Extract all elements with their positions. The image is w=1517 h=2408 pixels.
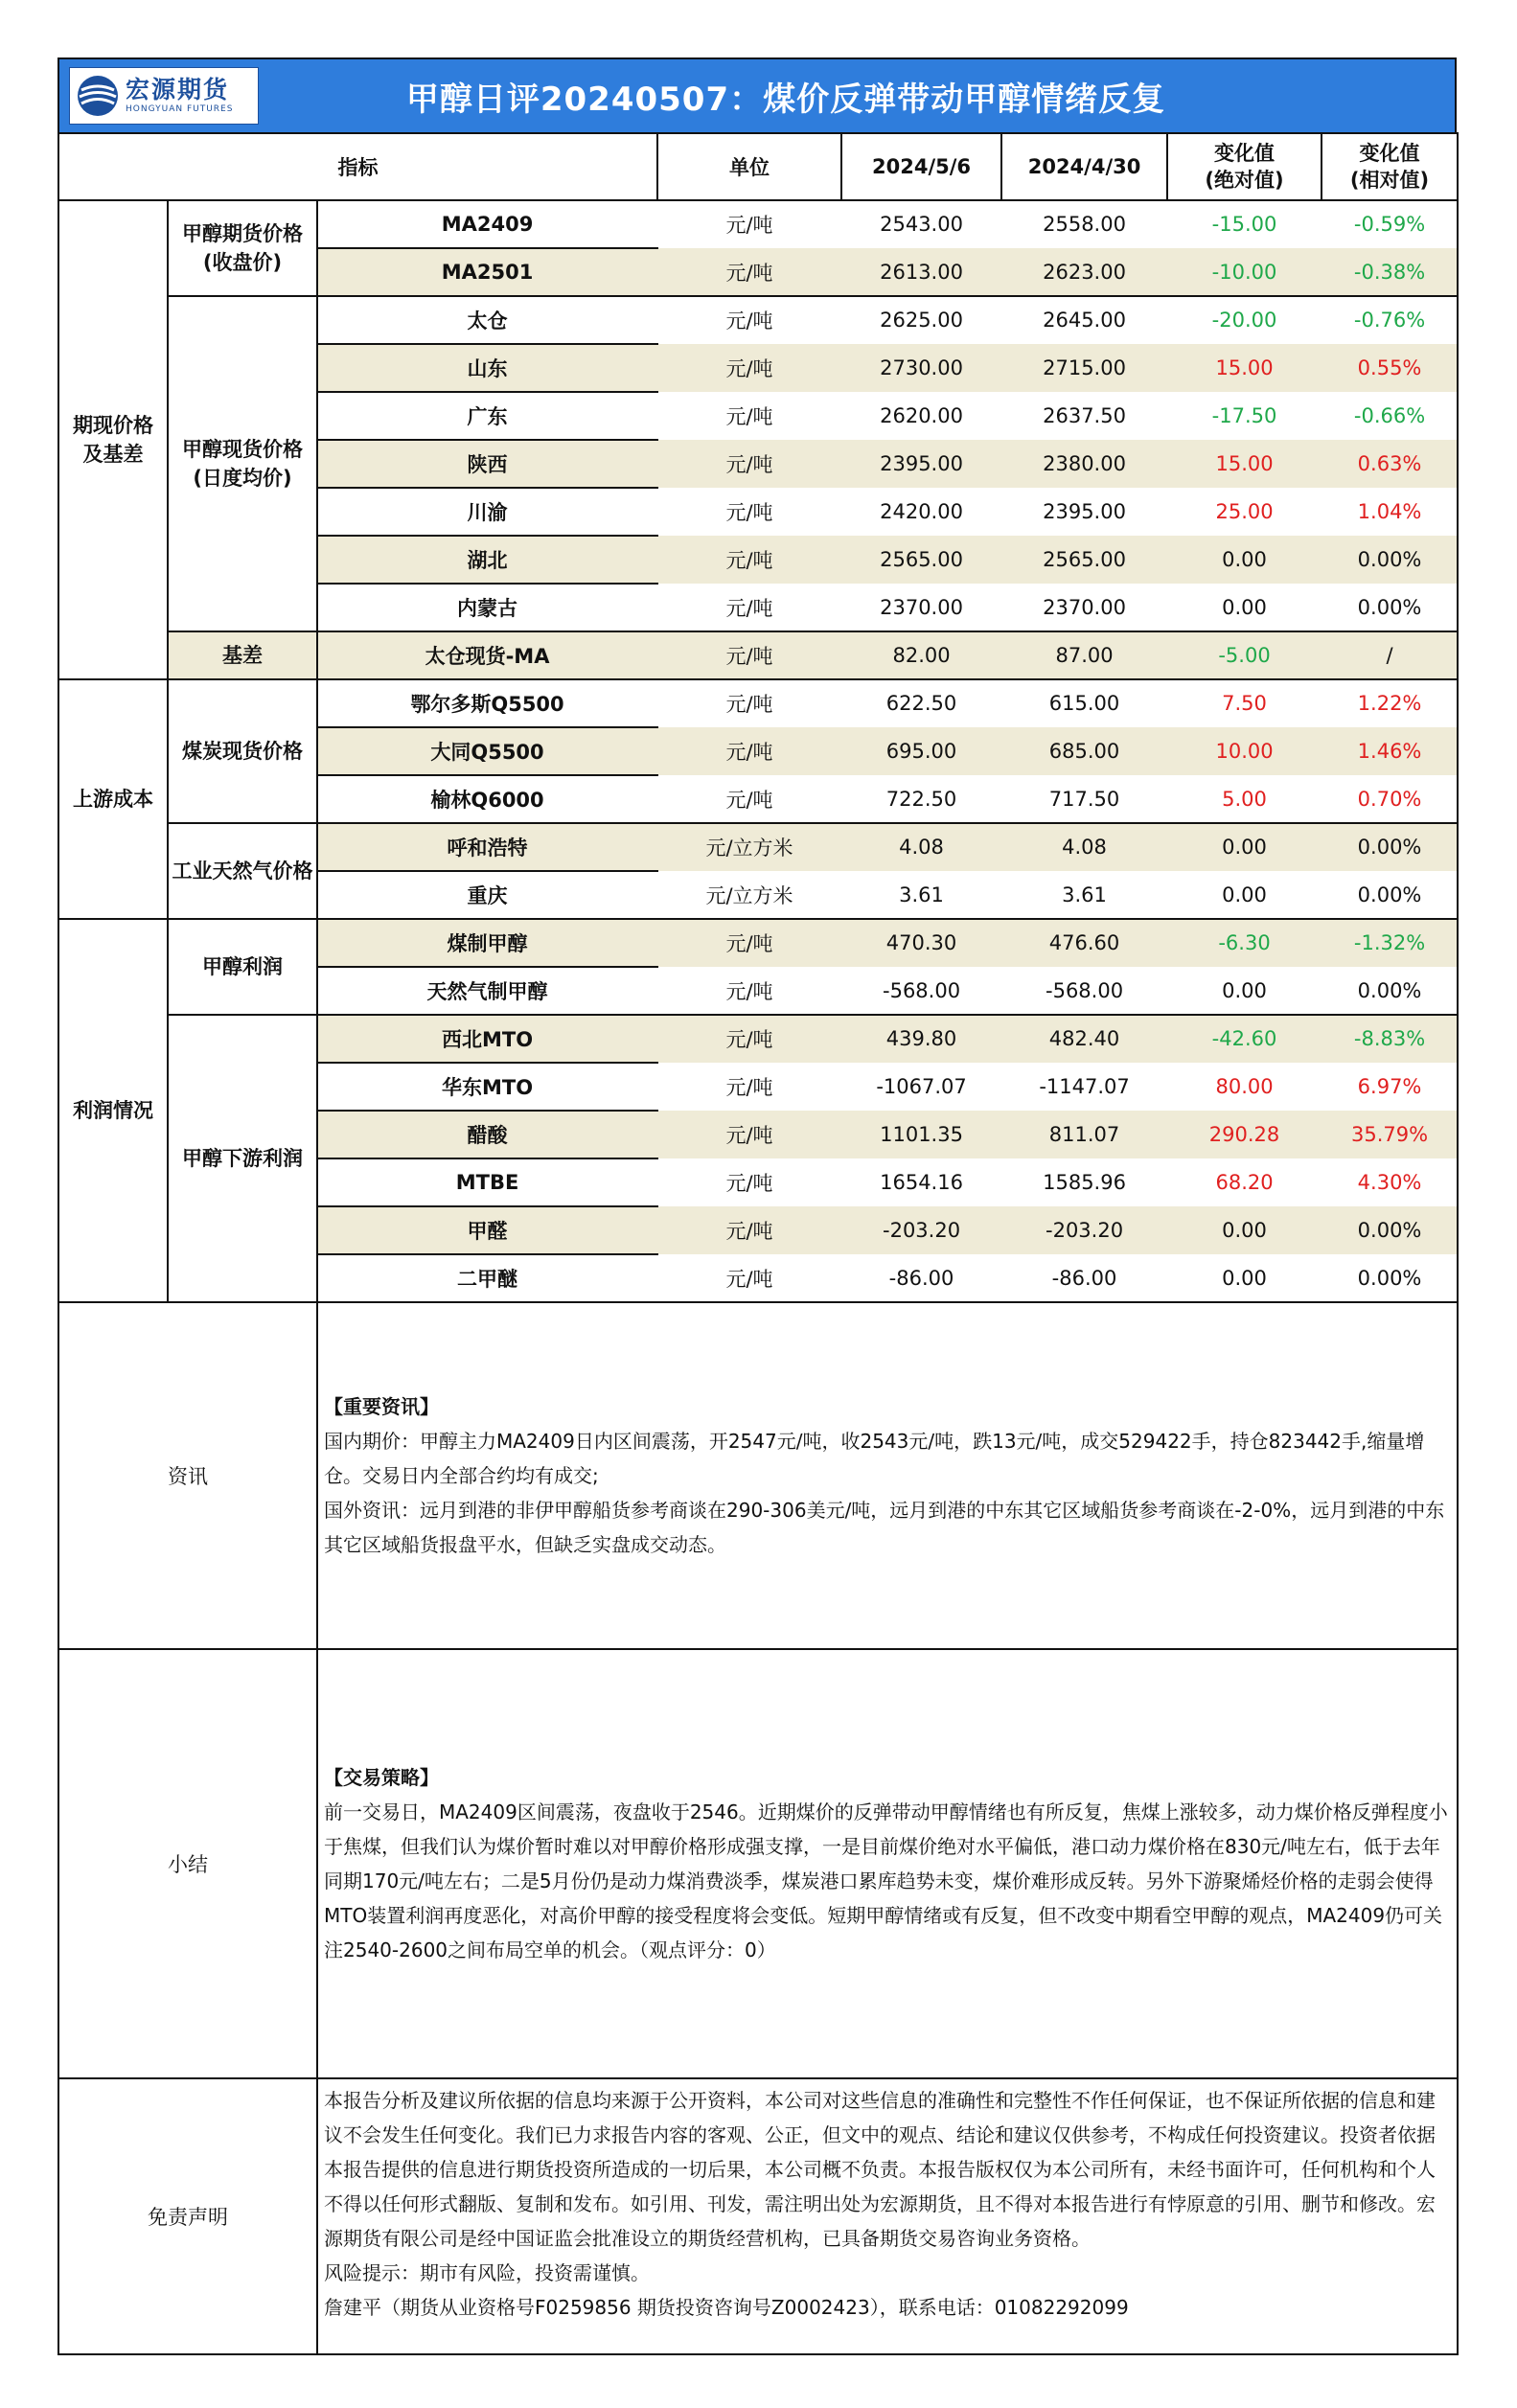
company-logo [69, 67, 259, 125]
value-rel-change: 0.00% [1322, 823, 1458, 871]
unit-cell: 元/吨 [725, 405, 773, 428]
table-row [58, 823, 1458, 871]
logo-cn: 宏源期货 [126, 76, 230, 103]
unit-cell: 元/立方米 [657, 823, 841, 871]
value-abs-change: 10.00 [1167, 727, 1322, 775]
indicator-cell: 内蒙古 [317, 584, 657, 631]
group-label: 上游成本 [58, 679, 168, 919]
indicator-cell: 太仓 [317, 296, 657, 344]
unit-cell: 元/吨 [657, 727, 841, 775]
value-date1: 695.00 [841, 727, 1001, 775]
unit-cell: 元/吨 [725, 1076, 773, 1099]
indicator-cell: 鄂尔多斯Q5500 [317, 679, 657, 727]
indicator-cell: 呼和浩特 [317, 823, 657, 871]
unit-cell: 元/吨 [657, 248, 841, 296]
value-date2: -568.00 [1001, 967, 1167, 1015]
value-rel-change: 0.00% [1322, 536, 1458, 584]
value-rel-change: 6.97% [1322, 1063, 1458, 1111]
value-date2: 1585.96 [1043, 1171, 1126, 1194]
value-abs-change: -5.00 [1167, 631, 1322, 679]
value-abs-change: 5.00 [1167, 775, 1322, 823]
value-date1: 622.50 [841, 679, 1001, 727]
indicator-cell: MA2501 [317, 248, 657, 296]
value-date2: 2565.00 [1001, 536, 1167, 584]
report-title: 甲醇日评20240507：煤价反弹带动甲醇情绪反复 [405, 80, 1166, 119]
subgroup-label: 甲醇现货价格 (日度均价) [168, 296, 317, 631]
unit-cell: 元/吨 [657, 1015, 841, 1063]
unit-cell: 元/吨 [657, 1254, 841, 1302]
summary-text: 前一交易日，MA2409区间震荡，夜盘收于2546。近期煤价的反弹带动甲醇情绪也有所反复，焦煤上涨较多，动力煤价格反弹程度小于焦煤，但我们认为煤价暂时难以对甲醇价格形成强支撑，一是目前煤价绝对水平偏低，港口动力煤价格在830元/吨左右，低于去年同期170元/吨左右；二是5月份仍是动力煤消费淡季，煤炭港口累库趋势未变，煤价难形成反转。另外下游聚烯烃价格的走弱会使得MTO装置利润再度恶化，对高价甲醇的接受程度将会变低。短期甲醇情绪或有反复，但不改变中期看空甲醇的观点，MA2409仍可关注2540-2600之间布局空单的机会。（观点评分：0） [324, 1800, 1448, 1961]
unit-cell: 元/吨 [657, 631, 841, 679]
value-rel-change: 0.00% [1322, 871, 1458, 919]
unit-cell: 元/吨 [657, 440, 841, 488]
indicator-cell: 二甲醚 [317, 1254, 657, 1302]
value-abs-change: 0.00 [1167, 536, 1322, 584]
value-date1: 1101.35 [841, 1111, 1001, 1158]
unit-cell: 元/吨 [657, 200, 841, 248]
value-abs-change: 0.00 [1167, 871, 1322, 919]
value-abs-change: -42.60 [1167, 1015, 1322, 1063]
value-abs-change: 0.00 [1167, 584, 1322, 631]
indicator-cell: 甲醛 [317, 1206, 657, 1254]
col-date2: 2024/4/30 [1001, 133, 1167, 200]
summary-heading: 【交易策略】 [324, 1766, 439, 1789]
subgroup-label: 甲醇期货价格 (收盘价) [168, 200, 317, 296]
table-row [58, 919, 1458, 967]
text-sections [57, 1303, 1459, 2355]
col-abs-change: 变化值 (绝对值) [1167, 133, 1322, 200]
news-line-2: 国外资讯：远月到港的非伊甲醇船货参考商谈在290-306美元/吨，远月到港的中东其它区域船货参考商谈在-2-0%，远月到港的中东其它区域船货报盘平水，但缺乏实盘成交动态。 [324, 1499, 1445, 1556]
unit-cell: 元/吨 [725, 1172, 773, 1195]
value-date1: 2613.00 [841, 248, 1001, 296]
risk-warning: 风险提示：期市有风险，投资需谨慎。 [324, 2261, 650, 2284]
value-date2: -1147.07 [1039, 1075, 1130, 1098]
value-abs-change: 7.50 [1167, 679, 1322, 727]
value-date2: 2623.00 [1001, 248, 1167, 296]
value-abs-change: 15.00 [1167, 440, 1322, 488]
table-header-row [58, 133, 1458, 200]
value-abs-change: 80.00 [1215, 1075, 1274, 1098]
col-date1: 2024/5/6 [841, 133, 1001, 200]
value-abs-change: 0.00 [1167, 967, 1322, 1015]
value-date2: 717.50 [1001, 775, 1167, 823]
table-row [58, 631, 1458, 679]
indicator-cell: 太仓现货-MA [317, 631, 657, 679]
table-row [58, 296, 1458, 344]
col-unit: 单位 [657, 133, 841, 200]
value-abs-change: -6.30 [1167, 919, 1322, 967]
value-rel-change: 0.00% [1322, 584, 1458, 631]
value-abs-change: 15.00 [1167, 344, 1322, 392]
value-date1: -1067.07 [876, 1075, 967, 1098]
value-date2: 2558.00 [1001, 200, 1167, 248]
subgroup-label: 煤炭现货价格 [168, 679, 317, 823]
unit-cell: 元/吨 [657, 536, 841, 584]
report-page [57, 57, 1457, 2355]
value-rel-change: 1.04% [1322, 488, 1458, 536]
value-abs-change: -20.00 [1167, 296, 1322, 344]
value-date1: -86.00 [841, 1254, 1001, 1302]
indicator-cell: 天然气制甲醇 [317, 967, 657, 1015]
value-rel-change: -1.32% [1322, 919, 1458, 967]
value-rel-change: -0.76% [1322, 296, 1458, 344]
value-date2: 2380.00 [1001, 440, 1167, 488]
value-rel-change: 35.79% [1322, 1111, 1458, 1158]
value-date1: 1654.16 [880, 1171, 963, 1194]
indicator-cell: 榆林Q6000 [317, 775, 657, 823]
indicator-cell: 广东 [317, 392, 657, 440]
unit-cell: 元/吨 [657, 1111, 841, 1158]
value-abs-change: 290.28 [1167, 1111, 1322, 1158]
value-rel-change: 0.00% [1322, 1254, 1458, 1302]
news-line-1: 国内期价：甲醇主力MA2409日内区间震荡，开2547元/吨，收2543元/吨，跌13元/吨，成交529422手，持仓823442手,缩量增仓。交易日内全部合约均有成交; [324, 1430, 1425, 1487]
indicator-cell: 山东 [317, 344, 657, 392]
unit-cell: 元/吨 [657, 344, 841, 392]
indicator-cell: MA2409 [317, 200, 657, 248]
value-rel-change: -0.66% [1322, 392, 1458, 440]
value-date1: 3.61 [841, 871, 1001, 919]
value-date1: 2620.00 [880, 404, 963, 427]
value-rel-change: 0.00% [1322, 967, 1458, 1015]
disclaimer-text: 本报告分析及建议所依据的信息均来源于公开资料，本公司对这些信息的准确性和完整性不作任何保证，也不保证所依据的信息和建议不会发生任何变化。我们已力求报告内容的客观、公正，但文中的观点、结论和建议仅供参考，不构成任何投资建议。投资者依据本报告提供的信息进行期货投资所造成的一切后果，本公司概不负责。本报告版权仅为本公司所有，未经书面许可，任何机构和个人不得以任何形式翻版、复制和发布。如引用、刊发，需注明出处为宏源期货，且不得对本报告进行有悖原意的引用、删节和修改。宏源期货有限公司是经中国证监会批准设立的期货经营机构，已具备期货交易咨询业务资格。 [324, 2089, 1436, 2250]
value-rel-change: 0.63% [1322, 440, 1458, 488]
value-abs-change: 0.00 [1167, 1254, 1322, 1302]
value-abs-change: -15.00 [1167, 200, 1322, 248]
value-abs-change: 0.00 [1167, 1206, 1322, 1254]
unit-cell: 元/吨 [657, 679, 841, 727]
value-date1: 4.08 [841, 823, 1001, 871]
value-rel-change: 1.46% [1322, 727, 1458, 775]
news-content [317, 1303, 1458, 1649]
value-abs-change: -10.00 [1167, 248, 1322, 296]
value-date1: -203.20 [841, 1206, 1001, 1254]
value-rel-change: 0.70% [1322, 775, 1458, 823]
value-date2: 685.00 [1001, 727, 1167, 775]
value-date1: 470.30 [841, 919, 1001, 967]
indicator-cell: 西北MTO [317, 1015, 657, 1063]
value-date2: 2637.50 [1043, 404, 1126, 427]
data-table [57, 132, 1459, 1303]
value-date2: 2395.00 [1043, 500, 1126, 523]
news-heading: 【重要资讯】 [324, 1395, 439, 1418]
indicator-cell: 重庆 [317, 871, 657, 919]
value-date2: 87.00 [1001, 631, 1167, 679]
value-rel-change: -0.59% [1322, 200, 1458, 248]
summary-label: 小结 [58, 1649, 317, 2078]
value-date2: 476.60 [1001, 919, 1167, 967]
value-date2: 2645.00 [1001, 296, 1167, 344]
group-label: 期现价格 及基差 [58, 200, 168, 679]
value-abs-change: 0.00 [1167, 823, 1322, 871]
value-date1: 2625.00 [841, 296, 1001, 344]
value-date2: 811.07 [1001, 1111, 1167, 1158]
summary-section [58, 1649, 1458, 2078]
subgroup-label: 甲醇下游利润 [168, 1015, 317, 1302]
analyst-info: 詹建平（期货从业资格号F0259856 期货投资咨询号Z0002423），联系电话：01082292099 [324, 2296, 1129, 2319]
table-row [58, 200, 1458, 248]
col-rel-change: 变化值 (相对值) [1322, 133, 1458, 200]
value-rel-change: 0.55% [1322, 344, 1458, 392]
value-rel-change: 0.00% [1322, 1206, 1458, 1254]
disclaimer-section [58, 2078, 1458, 2354]
value-abs-change: 68.20 [1215, 1171, 1274, 1194]
indicator-cell: 华东MTO [317, 1063, 657, 1111]
value-rel-change: 4.30% [1322, 1158, 1458, 1206]
indicator-cell: 醋酸 [317, 1111, 657, 1158]
value-date1: -568.00 [841, 967, 1001, 1015]
value-date1: 2543.00 [841, 200, 1001, 248]
unit-cell: 元/立方米 [657, 871, 841, 919]
summary-content [317, 1649, 1458, 2078]
indicator-cell: 川渝 [317, 488, 657, 536]
disclaimer-label: 免责声明 [58, 2078, 317, 2354]
unit-cell: 元/吨 [725, 501, 773, 524]
table-row [58, 679, 1458, 727]
logo-en: HONGYUAN FUTURES [126, 104, 234, 114]
unit-cell: 元/吨 [657, 1206, 841, 1254]
subgroup-label: 甲醇利润 [168, 919, 317, 1015]
group-label: 利润情况 [58, 919, 168, 1302]
value-rel-change: / [1322, 631, 1458, 679]
disclaimer-content [317, 2078, 1458, 2354]
value-date1: 722.50 [841, 775, 1001, 823]
unit-cell: 元/吨 [657, 775, 841, 823]
value-date2: 2370.00 [1001, 584, 1167, 631]
indicator-cell: 煤制甲醇 [317, 919, 657, 967]
indicator-cell: 陕西 [317, 440, 657, 488]
value-date1: 2730.00 [841, 344, 1001, 392]
unit-cell: 元/吨 [657, 919, 841, 967]
unit-cell: 元/吨 [657, 584, 841, 631]
news-section [58, 1303, 1458, 1649]
indicator-cell: 湖北 [317, 536, 657, 584]
value-rel-change: 1.22% [1322, 679, 1458, 727]
value-abs-change: -17.50 [1211, 404, 1277, 427]
value-date1: 2395.00 [841, 440, 1001, 488]
value-abs-change: 25.00 [1215, 500, 1274, 523]
indicator-cell: MTBE [317, 1158, 657, 1206]
value-date2: -86.00 [1001, 1254, 1167, 1302]
value-date2: 4.08 [1001, 823, 1167, 871]
col-indicator: 指标 [58, 133, 657, 200]
unit-cell: 元/吨 [657, 296, 841, 344]
value-date2: 482.40 [1001, 1015, 1167, 1063]
value-date1: 82.00 [841, 631, 1001, 679]
value-date1: 439.80 [841, 1015, 1001, 1063]
value-rel-change: -8.83% [1322, 1015, 1458, 1063]
value-date2: 615.00 [1001, 679, 1167, 727]
logo-globe-icon [76, 74, 120, 118]
value-rel-change: -0.38% [1322, 248, 1458, 296]
news-label: 资讯 [58, 1303, 317, 1649]
indicator-cell: 大同Q5500 [317, 727, 657, 775]
value-date2: 3.61 [1001, 871, 1167, 919]
value-date1: 2370.00 [841, 584, 1001, 631]
value-date2: 2715.00 [1001, 344, 1167, 392]
unit-cell: 元/吨 [657, 967, 841, 1015]
value-date2: -203.20 [1001, 1206, 1167, 1254]
subgroup-label: 工业天然气价格 [168, 823, 317, 919]
subgroup-label: 基差 [168, 631, 317, 679]
table-row [58, 1015, 1458, 1063]
report-header [57, 57, 1457, 132]
value-date1: 2420.00 [880, 500, 963, 523]
value-date1: 2565.00 [841, 536, 1001, 584]
